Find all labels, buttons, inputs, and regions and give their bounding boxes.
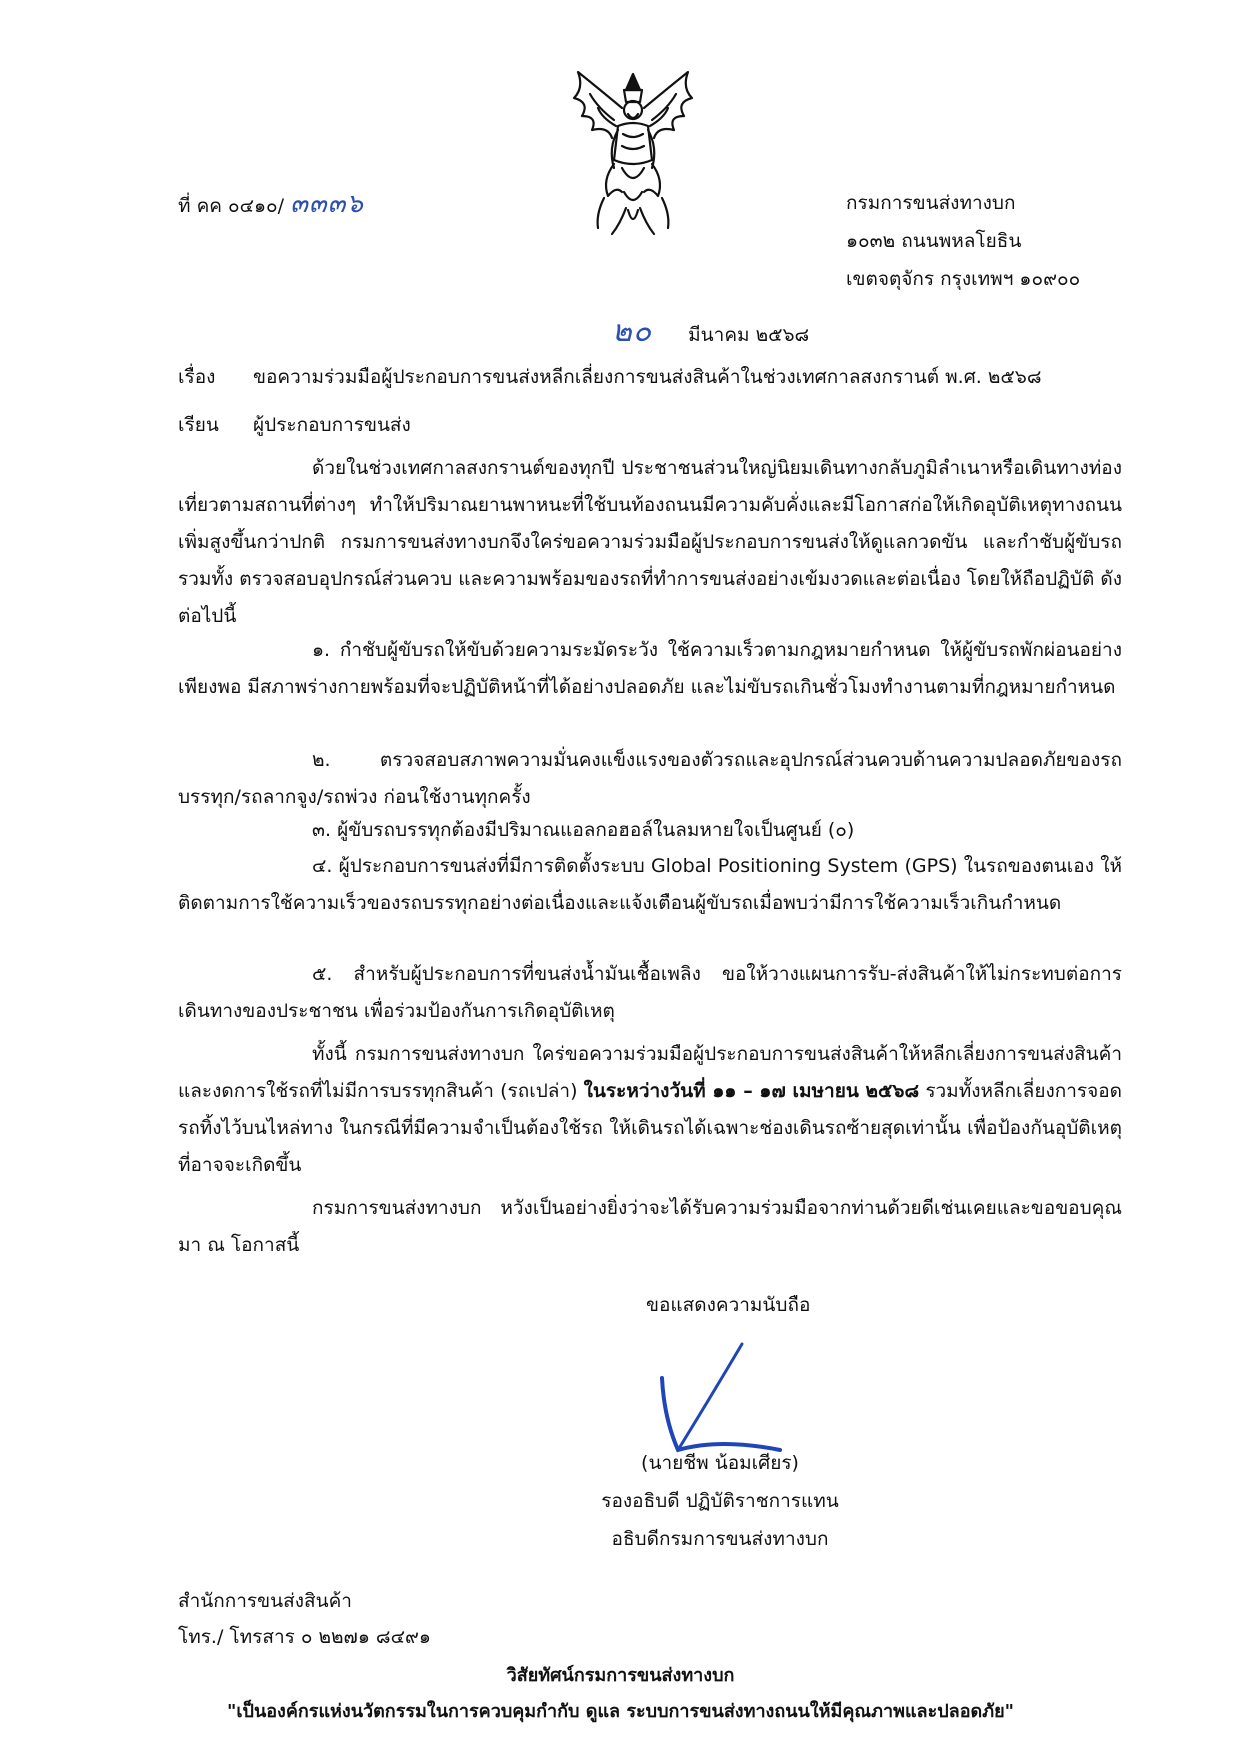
signer-name: (นายชีพ น้อมเศียร) [641,1452,799,1474]
signature-icon [650,1338,800,1458]
vision-text: "เป็นองค์กรแห่งนวัตกรรมในการควบคุมกำกับ ดูแล ระบบการขนส่งทางถนนให้มีคุณภาพและปลอดภัย" [226,1701,1015,1722]
date-day-handwritten: ๒๐ [612,314,653,349]
paragraph-2-date-range: ในระหว่างวันที่ ๑๑ – ๑๗ เมษายน ๒๕๖๘ [583,1080,920,1102]
item-5: ๕. สำหรับผู้ประกอบการที่ขนส่งน้ำมันเชื้อเพลิง ขอให้วางแผนการรับ-ส่งสินค้าให้ไม่กระทบต่อการเดินทางของประชาชน เพื่อร่วมป้องกันการเกิดอุบัติเหตุ [178,963,1122,1022]
document-date [612,308,809,355]
document-number [178,183,364,224]
garuda-emblem-icon [568,68,698,240]
intro-paragraph: ด้วยในช่วงเทศกาลสงกรานต์ของทุกปี ประชาชนส่วนใหญ่นิยมเดินทางกลับภูมิลำเนาหรือเดินทางท่องเที่ยวตามสถานที่ต่างๆ ทำให้ปริมาณยานพาหนะที่ใช้บนท้องถนนมีความคับคั่งและมีโอกาสก่อให้เกิดอุบัติเหตุทางถนนเพิ่มสูงขึ้นกว่าปกติ กรมการขนส่งทางบกจึงใคร่ขอความร่วมมือผู้ประกอบการขนส่งให้ดูแลกวดขัน และกำชับผู้ขับรถ รวมทั้ง ตรวจสอบอุปกรณ์ส่วนควบ และความพร้อมของรถที่ทำการขนส่งอย่างเข้มงวดและต่อเนื่อง โดยให้ถือปฏิบัติ ดังต่อไปนี้ [178,457,1122,627]
closing-text: ขอแสดงความนับถือ [646,1294,811,1316]
paragraph-2-part-b: รวมทั้งหลีกเลี่ยงการจอดรถทิ้งไว้บนไหล่ทาง ในกรณีที่มีความจำเป็นต้องใช้รถ ให้เดินรถได้เฉพาะช่องเดินรถซ้ายสุดเท่านั้น เพื่อป้องกันอุบัติเหตุที่อาจจะเกิดขึ้น [178,1080,1122,1176]
office-name: สำนักการขนส่งสินค้า [178,1590,352,1612]
recipient-text: ผู้ประกอบการขนส่ง [253,414,411,436]
document-number-label: ที่ คค ๐๔๑๐/ [178,195,285,217]
recipient-label: เรียน [178,414,219,436]
paragraph-3: กรมการขนส่งทางบก หวังเป็นอย่างยิ่งว่าจะได้รับความร่วมมือจากท่านด้วยดีเช่นเคยและขอขอบคุณมา ณ โอกาสนี้ [178,1197,1122,1256]
paragraph-2-part-a: ทั้งนี้ กรมการขนส่งทางบก ใคร่ขอความร่วมมือผู้ประกอบการขนส่งสินค้าให้หลีกเลี่ยงการขนส่งสินค้า และงดการใช้รถที่ไม่มีการบรรทุกสินค้า (รถเปล่า) [178,1043,1122,1102]
sender-name: กรมการขนส่งทางบก [846,192,1016,214]
item-1: ๑. กำชับผู้ขับรถให้ขับด้วยความระมัดระวัง ใช้ความเร็วตามกฎหมายกำหนด ให้ผู้ขับรถพักผ่อนอย่างเพียงพอ มีสภาพร่างกายพร้อมที่จะปฏิบัติหน้าที่ได้อย่างปลอดภัย และไม่ขับรถเกินชั่วโมงทำงานตามที่กฎหมายกำหนด [178,639,1122,698]
date-month-year: มีนาคม ๒๕๖๘ [688,324,810,346]
item-2: ๒. ตรวจสอบสภาพความมั่นคงแข็งแรงของตัวรถและอุปกรณ์ส่วนควบด้านความปลอดภัยของรถบรรทุก/รถลากจูง/รถพ่วง ก่อนใช้งานทุกครั้ง [178,749,1122,808]
subject-label: เรื่อง [178,366,216,388]
subject-text: ขอความร่วมมือผู้ประกอบการขนส่งหลีกเลี่ยงการขนส่งสินค้าในช่วงเทศกาลสงกรานต์ พ.ศ. ๒๕๖๘ [253,366,1042,388]
sender-street: ๑๐๓๒ ถนนพหลโยธิน [846,230,1022,252]
document-number-handwritten: ๓๓๓๖ [290,189,364,219]
office-phone: โทร./ โทรสาร ๐ ๒๒๗๑ ๘๔๙๑ [178,1626,431,1648]
sender-district: เขตจตุจักร กรุงเทพฯ ๑๐๙๐๐ [846,268,1081,290]
paragraph-2 [178,1036,1122,1184]
item-3: ๓. ผู้ขับรถบรรทุกต้องมีปริมาณแอลกอฮอล์ในลมหายใจเป็นศูนย์ (๐) [312,819,855,841]
item-4: ๔. ผู้ประกอบการขนส่งที่มีการติดตั้งระบบ Global Positioning System (GPS) ในรถของตนเอง ให้ติดตามการใช้ความเร็วของรถบรรทุกอย่างต่อเนื่องและแจ้งเตือนผู้ขับรถเมื่อพบว่ามีการใช้ความเร็วเกินกำหนด [178,855,1122,914]
signer-title-1: รองอธิบดี ปฏิบัติราชการแทน [601,1490,839,1512]
vision-title: วิสัยทัศน์กรมการขนส่งทางบก [506,1665,735,1686]
signer-title-2: อธิบดีกรมการขนส่งทางบก [611,1528,829,1550]
